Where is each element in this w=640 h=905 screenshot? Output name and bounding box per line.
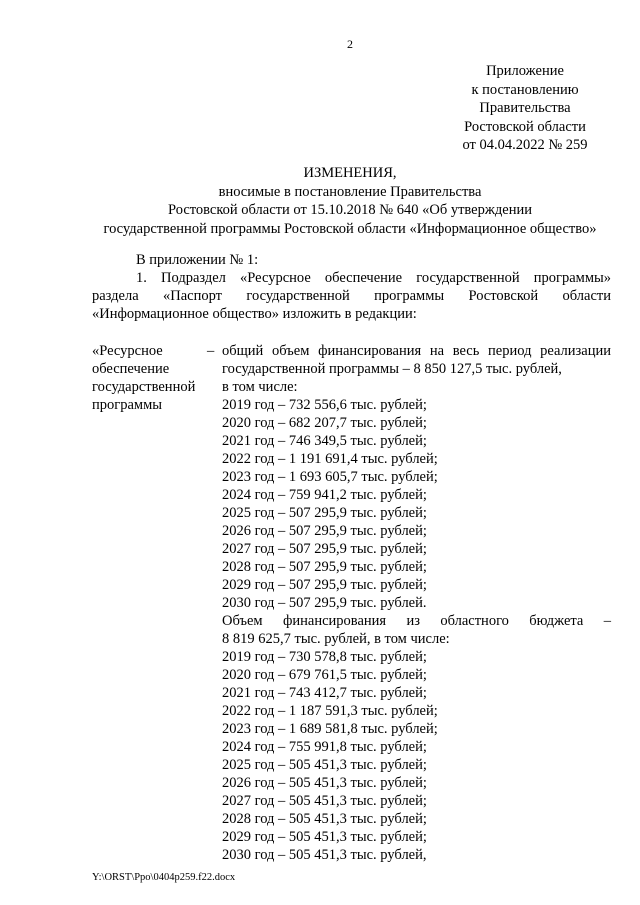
total-year-line: 2021 год – 746 349,5 тыс. рублей; bbox=[222, 433, 427, 449]
appendix-line: к постановлению bbox=[471, 81, 579, 98]
total-year-line: 2024 год – 759 941,2 тыс. рублей; bbox=[222, 487, 427, 503]
item1-line: «Информационное общество» изложить в редакции: bbox=[92, 306, 417, 322]
item1-line: 1. Подраздел «Ресурсное обеспечение государственной программы» bbox=[136, 270, 611, 286]
regional-year-line: 2023 год – 1 689 581,8 тыс. рублей; bbox=[222, 721, 438, 737]
funding-intro-line: государственной программы – 8 850 127,5 тыс. рублей, bbox=[222, 361, 562, 377]
regional-year-line: 2025 год – 505 451,3 тыс. рублей; bbox=[222, 757, 427, 773]
appendix-block bbox=[440, 62, 610, 155]
item1-line: раздела «Паспорт государственной программы Ростовской области bbox=[92, 288, 611, 304]
regional-year-line: 2030 год – 505 451,3 тыс. рублей, bbox=[222, 847, 427, 863]
total-year-line: 2019 год – 732 556,6 тыс. рублей; bbox=[222, 397, 427, 413]
total-year-line: 2022 год – 1 191 691,4 тыс. рублей; bbox=[222, 451, 438, 467]
funding-intro-line: общий объем финансирования на весь период реализации bbox=[222, 343, 611, 359]
regional-year-line: 2027 год – 505 451,3 тыс. рублей; bbox=[222, 793, 427, 809]
total-year-line: 2020 год – 682 207,7 тыс. рублей; bbox=[222, 415, 427, 431]
appendix-line: Ростовской области bbox=[464, 118, 586, 135]
regional-year-line: 2021 год – 743 412,7 тыс. рублей; bbox=[222, 685, 427, 701]
total-year-line: 2029 год – 507 295,9 тыс. рублей; bbox=[222, 577, 427, 593]
appendix-line: от 04.04.2022 № 259 bbox=[462, 137, 588, 153]
regional-intro-line: Объем финансирования из областного бюджета – bbox=[222, 613, 611, 629]
funding-details bbox=[222, 342, 611, 864]
dash-separator: – bbox=[207, 343, 215, 359]
total-year-line: 2027 год – 507 295,9 тыс. рублей; bbox=[222, 541, 427, 557]
title-line: Ростовской области от 15.10.2018 № 640 «Об утверждении bbox=[168, 202, 532, 218]
intro-paragraph: В приложении № 1: bbox=[136, 252, 259, 268]
page-number: 2 bbox=[347, 37, 353, 51]
title-line: государственной программы Ростовской области «Информационное общество» bbox=[103, 220, 597, 237]
resource-label-line: «Ресурсное bbox=[92, 343, 163, 359]
resource-label bbox=[92, 342, 195, 414]
total-year-line: 2023 год – 1 693 605,7 тыс. рублей; bbox=[222, 469, 438, 485]
resource-label-line: обеспечение bbox=[92, 361, 170, 377]
document-title bbox=[0, 164, 640, 238]
regional-year-line: 2022 год – 1 187 591,3 тыс. рублей; bbox=[222, 703, 438, 719]
total-year-line: 2028 год – 507 295,9 тыс. рублей; bbox=[222, 559, 427, 575]
resource-label-line: государственной bbox=[92, 379, 196, 395]
regional-year-line: 2019 год – 730 578,8 тыс. рублей; bbox=[222, 649, 427, 665]
regional-year-line: 2024 год – 755 991,8 тыс. рублей; bbox=[222, 739, 427, 755]
appendix-line: Приложение bbox=[486, 63, 564, 79]
regional-year-line: 2020 год – 679 761,5 тыс. рублей; bbox=[222, 667, 427, 683]
regional-intro-line: 8 819 625,7 тыс. рублей, в том числе: bbox=[222, 631, 450, 647]
file-path-footer: Y:\ORST\Ppo\0404p259.f22.docx bbox=[92, 872, 236, 883]
title-heading: ИЗМЕНЕНИЯ, bbox=[303, 165, 397, 181]
resource-label-line: программы bbox=[92, 397, 162, 413]
regional-year-line: 2026 год – 505 451,3 тыс. рублей; bbox=[222, 775, 427, 791]
funding-intro-line: в том числе: bbox=[222, 379, 298, 395]
total-year-line: 2025 год – 507 295,9 тыс. рублей; bbox=[222, 505, 427, 521]
total-year-line: 2030 год – 507 295,9 тыс. рублей. bbox=[222, 595, 427, 611]
regional-year-line: 2028 год – 505 451,3 тыс. рублей; bbox=[222, 811, 427, 827]
title-line: вносимые в постановление Правительства bbox=[218, 183, 482, 200]
total-year-line: 2026 год – 507 295,9 тыс. рублей; bbox=[222, 523, 427, 539]
appendix-line: Правительства bbox=[479, 100, 571, 116]
regional-year-line: 2029 год – 505 451,3 тыс. рублей; bbox=[222, 829, 427, 845]
